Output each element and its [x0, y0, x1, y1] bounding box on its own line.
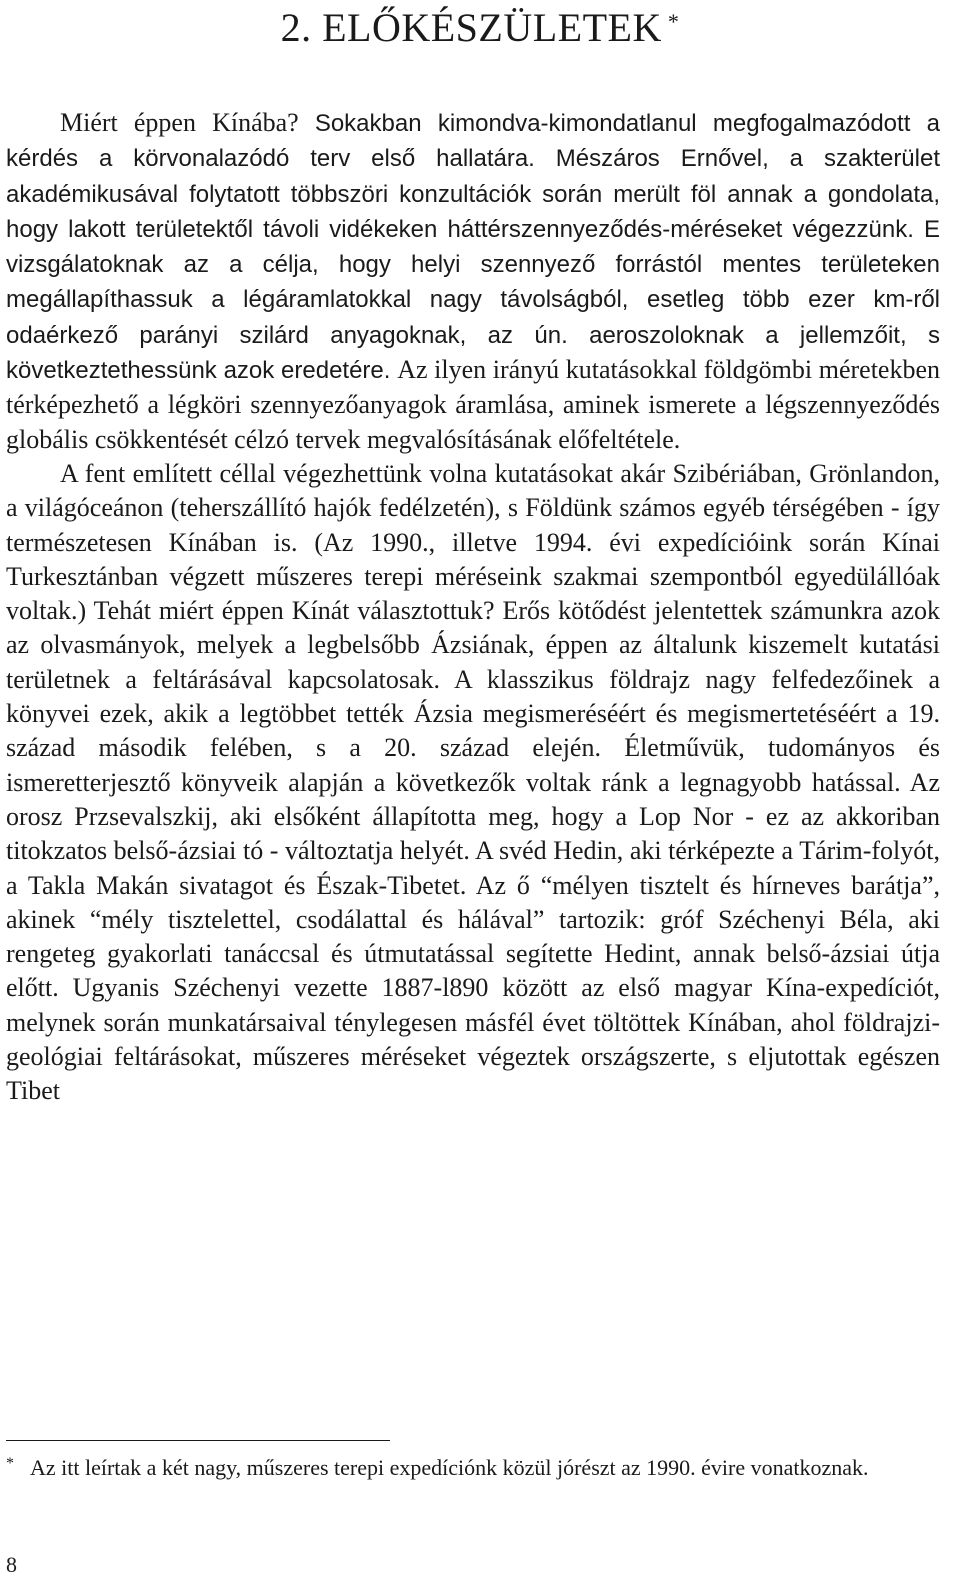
paragraph-1-part-2: Sokakban kimondva-kimondatlanul megfogalmazódott a kérdés a körvonalazódó terv első hallatára. Mészáros Ernővel, a szakterület akadémikusával folytatott többszöri konzultációk során merült föl annak a gondolata, hogy lakott területektől távoli vidékeken háttérszennyeződés-méréseket végezzünk. E vizsgálatoknak az a célja, hogy helyi szennyező forrástól mentes területeken megállapíthassuk a légáramlatokkal nagy távolságból, esetleg több ezer km-ről odaérkező parányi szilárd anyagoknak, az ún. aeroszoloknak a jellemzőit, s következtethessünk azok eredetére. — [6, 110, 940, 385]
paragraph-1-part-3: Az ilyen irányú kutatásokkal földgömbi méretekben térképezhető a légköri szennyezőanyagok áramlása, aminek ismerete a légszennyeződés globális csökkentését célzó tervek megvalósításának előfeltétele. — [6, 355, 940, 454]
footnote-reference-mark: * — [667, 9, 680, 34]
chapter-title-text: 2. ELŐKÉSZÜLETEK — [280, 5, 662, 50]
chapter-title — [0, 0, 960, 56]
footnote-separator — [6, 1440, 390, 1441]
footnote-text: Az itt leírtak a két nagy, műszeres terepi expedíciónk közül jórészt az 1990. évire vonatkoznak. — [30, 1455, 869, 1480]
paragraph-2-part-1: A fent említett céllal végezhettünk volna kutatásokat akár Szibériában, Grönlandon, a világóceánon (teherszállító hajók fedélzetén), s Földünk számos egyéb térségében - így természetesen Kínában is. (Az 1990., illetve 1994. évi expedícióink során Kínai Turkesztánban végzett műszeres terepi méréseink szakmai szempontból egyedülállóak voltak.) Tehát miért éppen Kínát választottuk? Erős kötődést jelentettek számunkra azok az olvasmányok, melyek a legbelsőbb Ázsiának, éppen az általunk kiszemelt kutatási területnek a feltárásával kapcsolatosak. A klasszikus földrajz nagy felfedezőinek a könyvei ezek, akik a legtöbbet tették Ázsia megismeréséért és megismertetéséért a 19. század második felében, s a 20. század elején. Életművük, tudományos és ismeretterjesztő könyveik alapján a következők voltak ránk a legnagyobb hatással. Az orosz Przsevalszkij, aki elsőként állapította meg, hogy a Lop Nor - ez az akkoriban titokzatos belső-ázsiai tó - változtatja helyét. A svéd Hedin, aki térképezte a Tárim-folyót, a Takla Makán sivatagot és Észak-Tibetet. Az ő “mélyen tisztelt és hírneves barátja”, akinek “mély tisztelettel, csodálattal és hálával” tartozik: gróf Széchenyi Béla, aki rengeteg gyakorlati tanáccsal és útmutatással segítette Hedint, annak belső-ázsiai útja előtt. Ugyanis Széchenyi vezette 1887-l890 között az első magyar Kína-expedíciót, melynek során munkatársaival ténylegesen másfél évet töltöttek Kínában, ahol földrajzi-geológiai feltárásokat, műszeres méréseket végeztek országszerte, s eljutottak egészen Tibet — [6, 458, 940, 1106]
footnote-mark: * — [6, 1455, 14, 1472]
paragraph-1-part-1: Miért éppen Kínába? — [60, 108, 315, 137]
page-number: 8 — [6, 1552, 17, 1577]
paragraph-2 — [6, 457, 940, 1109]
footnote — [6, 1452, 940, 1484]
paragraph-1 — [6, 106, 940, 457]
body-text — [6, 106, 940, 1109]
